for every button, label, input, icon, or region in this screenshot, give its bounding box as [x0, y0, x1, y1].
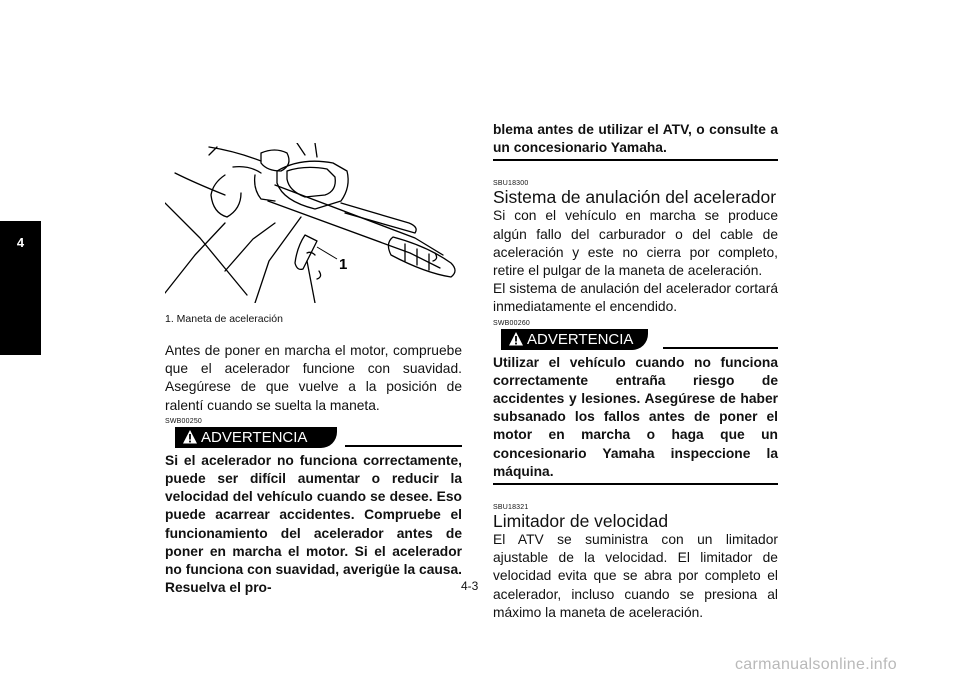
warning-rule	[345, 445, 462, 447]
chapter-tab	[0, 221, 41, 355]
section-paragraph: El ATV se suministra con un limitador ajustable de la velocidad. El limitador de velocidad evita que se abra por completo el acelerador, incluso cuando se presiona al máximo la maneta de aceleración.	[493, 532, 778, 620]
warning-header	[165, 427, 462, 450]
warning-badge	[175, 427, 337, 448]
watermark: carmanualsonline.info	[735, 656, 897, 673]
warning-triangle-icon	[508, 331, 524, 347]
warning-end-rule	[493, 159, 778, 161]
left-column	[165, 342, 462, 597]
warning-code: SWB00250	[165, 417, 203, 425]
section-code: SBU18321	[493, 504, 529, 512]
section-paragraph: El sistema de anulación del acelerador cortará inmediatamente el encendido.	[493, 281, 778, 315]
warning-end-rule	[493, 483, 778, 485]
warning-rule	[663, 347, 778, 349]
figure-caption: 1. Maneta de aceleración	[165, 313, 283, 325]
warning-badge	[501, 329, 648, 350]
throttle-lever-illustration	[165, 143, 462, 303]
warning-header	[493, 329, 778, 352]
warning-text: Utilizar el vehículo cuando no funciona correctamente entraña riesgo de accidentes y lesiones. Asegúrese de haber subsanado los fallos antes de poner el motor en marcha o haga que un concesionario Yamaha inspeccione la máquina.	[493, 354, 778, 479]
section-paragraph: Si con el vehículo en marcha se produce algún fallo del carburador o del cable de aceleración y este no cierra por completo, retire el pulgar de la maneta de aceleración.	[493, 208, 778, 279]
warning-continued: blema antes de utilizar el ATV, o consulte a un concesionario Yamaha.	[493, 122, 778, 156]
section-title: Sistema de anulación del acelerador	[493, 187, 777, 208]
intro-paragraph: Antes de poner en marcha el motor, compruebe que el acelerador funcione con suavidad. Asegúrese de que vuelve a la posición de ralentí cuando se suelta la maneta.	[165, 343, 462, 413]
right-column	[493, 121, 778, 622]
warning-text: Si el acelerador no funciona correctamente, puede ser difícil aumentar o reducir la velocidad del vehículo cuando se desee. Eso puede acarrear accidentes. Compruebe el funcionamiento del acelerador antes de poner en marcha el motor. Si el acelerador no funciona con suavidad, averigüe la causa. Resuelva el pro-	[165, 452, 462, 596]
chapter-number: 4	[16, 235, 25, 250]
section-title: Limitador de velocidad	[493, 511, 669, 532]
warning-label: ADVERTENCIA	[201, 428, 308, 446]
figure-callout: 1	[339, 256, 348, 273]
page-number: 4-3	[461, 579, 479, 593]
section-code: SBU18300	[493, 180, 529, 188]
warning-code: SWB00260	[493, 319, 531, 327]
warning-triangle-icon	[182, 429, 198, 445]
warning-label: ADVERTENCIA	[527, 330, 634, 348]
